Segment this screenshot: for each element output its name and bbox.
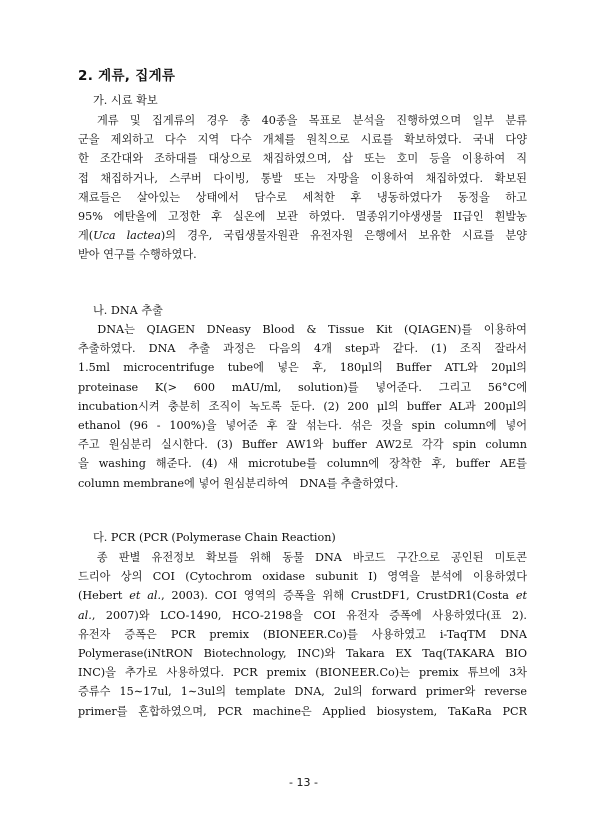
paragraph-dna-extraction xyxy=(78,320,527,493)
text-line: 을 washing 해준다. (4) 새 microtube를 column에 장착한 후, buffer AE를 xyxy=(78,457,527,471)
text-line: 접 채집하거나, 스쿠버 다이빙, 통발 또는 자망을 이용하여 채집하였다. 확보된 xyxy=(78,171,527,185)
text-line: 재료들은 살아있는 상태에서 담수로 세척한 후 냉동하였다가 동정을 하고 xyxy=(78,190,527,204)
text-line: Polymerase(iNtRON Biotechnology, INC)와 Takara EX Taq(TAKARA BIO xyxy=(78,646,527,660)
text-line: 유전자 증폭은 PCR premix (BIONEER.Co)를 사용하였고 i-TaqTM DNA xyxy=(78,627,527,641)
subsection-heading-dna-extraction: 나. DNA 추출 xyxy=(93,304,163,317)
text-line: 군을 제외하고 다수 지역 다수 개체를 원칙으로 시료를 확보하였다. 국내 다양 xyxy=(78,133,527,147)
section-title: 2. 게류, 집게류 xyxy=(78,68,176,84)
text-line: 추출하였다. DNA 추출 과정은 다음의 4개 step과 같다. (1) 조직 잘라서 xyxy=(78,342,527,356)
text-line: 게류 및 집게류의 경우 총 40종을 목표로 분석을 진행하였으며 일부 분류 xyxy=(78,114,527,127)
text-line: 95% 에탄올에 고정한 후 실온에 보관 하였다. 멸종위기야생생물 II급인 흰발농 xyxy=(78,209,527,223)
paragraph-sample xyxy=(78,111,527,265)
text-line: (Hebert et al., 2003). COI 영역의 증폭을 위해 CrustDF1, CrustDR1(Costa et xyxy=(78,589,527,603)
text-line: 한 조간대와 조하대를 대상으로 채집하였으며, 삽 또는 호미 등을 이용하여 직 xyxy=(78,152,527,166)
text-line: proteinase K(> 600 mAU/ml, solution)를 넣어준다. 그리고 56°C에 xyxy=(78,380,527,394)
subsection-heading-sample: 가. 시료 확보 xyxy=(93,94,158,107)
text-line: 1.5ml microcentrifuge tube에 넣은 후, 180μl의 Buffer ATL와 20μl의 xyxy=(78,361,527,375)
paragraph-pcr xyxy=(78,548,527,721)
text-line: 드리아 상의 COI (Cytochrom oxidase subunit I) 영역을 분석에 이용하였다 xyxy=(78,570,527,584)
text-line: 주고 원심분리 실시한다. (3) Buffer AW1와 buffer AW2로 각각 spin column xyxy=(78,438,527,452)
page-number: - 13 - xyxy=(289,776,318,789)
text-line: 종 판별 유전정보 확보를 위해 동물 DNA 바코드 구간으로 공인된 미토콘 xyxy=(78,551,527,564)
text-line: 받아 연구를 수행하였다. xyxy=(78,248,197,262)
text-line: al., 2007)와 LCO-1490, HCO-2198을 COI 유전자 증폭에 사용하였다(표 2). xyxy=(78,608,527,622)
text-line: INC)을 추가로 사용하였다. PCR premix (BIONEER.Co)는 premix 튜브에 3차 xyxy=(78,666,527,680)
subsection-heading-pcr: 다. PCR (PCR (Polymerase Chain Reaction) xyxy=(93,531,336,544)
text-line: ethanol (96 - 100%)을 넣어준 후 잘 섞는다. 섞은 것을 spin column에 넣어 xyxy=(78,418,527,432)
text-line: incubation시켜 충분히 조직이 녹도록 둔다. (2) 200 μl의 buffer AL과 200μl의 xyxy=(78,399,527,413)
text-line: 증류수 15∼17ul, 1∼3ul의 template DNA, 2ul의 forward primer와 reverse xyxy=(78,685,527,699)
text-line: primer를 혼합하였으며, PCR machine은 Applied biosystem, TaKaRa PCR xyxy=(78,704,527,718)
text-line: DNA는 QIAGEN DNeasy Blood & Tissue Kit (QIAGEN)를 이용하여 xyxy=(78,323,527,336)
text-line: column membrane에 넣어 원심분리하여 DNA를 추출하였다. xyxy=(78,476,399,490)
text-line: 게(Uca lactea)의 경우, 국립생물자원관 유전자원 은행에서 보유한 시료를 분양 xyxy=(78,229,527,243)
